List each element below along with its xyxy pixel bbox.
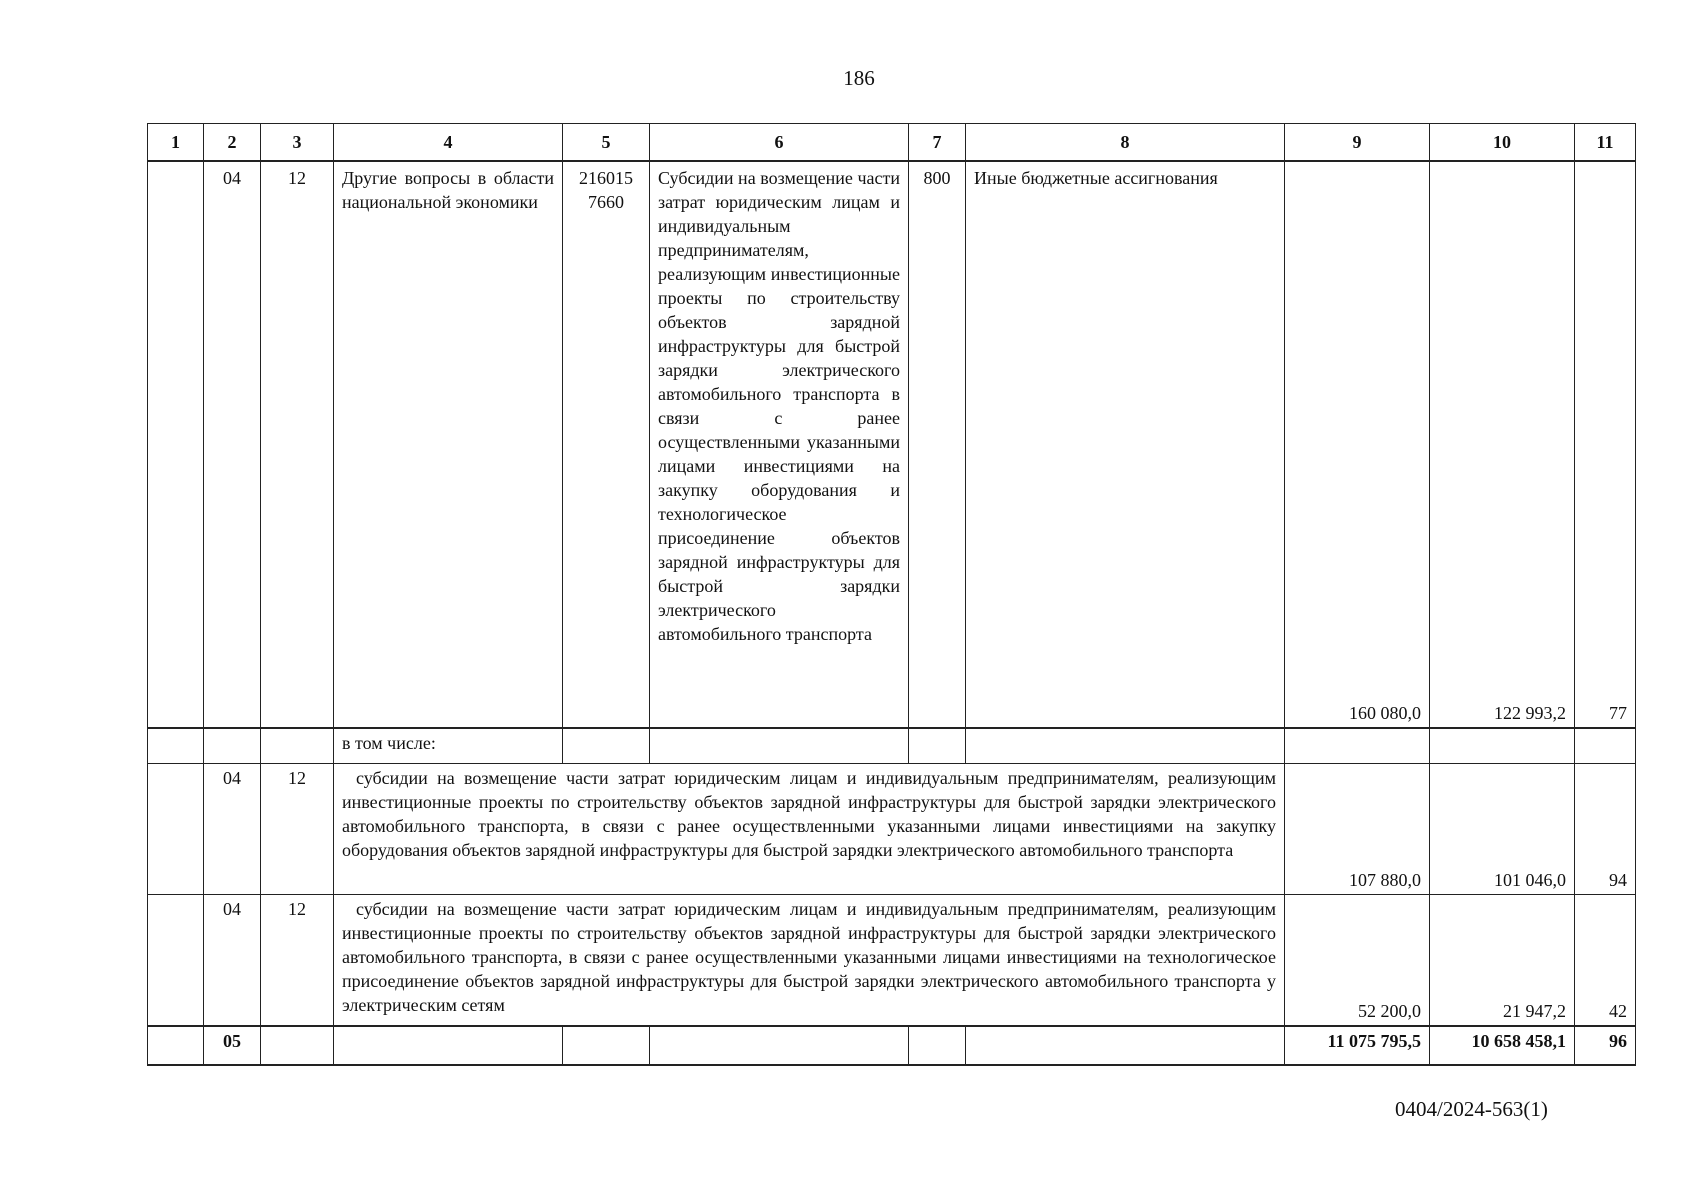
subsidy-description-cell: субсидии на возмещение части затрат юридическим лицам и индивидуальным предпринимателям, реализующим инвестиционные проекты по строительству объектов зарядной инфраструктуры для быстрой зарядки электрического автомобильного транспорта, в связи с ранее осуществленными указанными лицами инвестициями на технологическое присоединение объектов зарядной инфраструктуры для быстрой зарядки электрического автомобильного транспорта у электрическим сетям (334, 895, 1285, 1027)
empty-cell (1430, 728, 1575, 764)
empty-cell (650, 1026, 909, 1065)
table-row (148, 161, 1636, 728)
expense-type-cell: 800 (909, 161, 966, 728)
percent-cell: 94 (1575, 764, 1636, 895)
table-row (148, 728, 1636, 764)
name-cell: Другие вопросы в области национальной экономики (334, 161, 563, 728)
subsection-cell: 12 (261, 764, 334, 895)
expense-name-cell: Иные бюджетные ассигнования (966, 161, 1285, 728)
section-cell: 04 (204, 895, 261, 1027)
column-header: 2 (204, 124, 261, 162)
column-header: 8 (966, 124, 1285, 162)
empty-cell (334, 1026, 563, 1065)
empty-cell (1575, 728, 1636, 764)
empty-cell (148, 895, 204, 1027)
percent-cell: 96 (1575, 1026, 1636, 1065)
table-row (148, 895, 1636, 1027)
subsidy-description-cell: субсидии на возмещение части затрат юридическим лицам и индивидуальным предпринимателям, реализующим инвестиционные проекты по строительству объектов зарядной инфраструктуры для быстрой зарядки электрического автомобильного транспорта, в связи с ранее осуществленными указанными лицами инвестициями на закупку оборудования объектов зарядной инфраструктуры для быстрой зарядки электрического автомобильного транспорта (334, 764, 1285, 895)
planned-cell: 160 080,0 (1285, 161, 1430, 728)
page-number: 186 (843, 66, 875, 90)
empty-cell (966, 1026, 1285, 1065)
budget-table (147, 123, 1636, 1066)
planned-cell: 107 880,0 (1285, 764, 1430, 895)
planned-cell: 52 200,0 (1285, 895, 1430, 1027)
percent-cell: 42 (1575, 895, 1636, 1027)
actual-cell: 122 993,2 (1430, 161, 1575, 728)
column-header: 9 (1285, 124, 1430, 162)
column-header: 3 (261, 124, 334, 162)
target-code-cell: 216015 7660 (563, 161, 650, 728)
section-cell: 04 (204, 764, 261, 895)
column-header: 11 (1575, 124, 1636, 162)
actual-cell: 21 947,2 (1430, 895, 1575, 1027)
empty-cell (148, 728, 204, 764)
empty-cell (966, 728, 1285, 764)
subsection-cell: 12 (261, 895, 334, 1027)
column-header: 6 (650, 124, 909, 162)
empty-cell (148, 764, 204, 895)
description-cell: Субсидии на возмещение части затрат юридическим лицам и индивидуальным предпринимателям, реализующим инвестиционные проекты по строительству объектов зарядной инфраструктуры для быстрой зарядки электрического автомобильного транспорта в связи с ранее осуществленными указанными лицами инвестициями на закупку оборудования и технологическое присоединение объектов зарядной инфраструктуры для быстрой зарядки электрического автомобильного транспорта (650, 161, 909, 728)
empty-cell (204, 728, 261, 764)
empty-cell (909, 1026, 966, 1065)
percent-cell: 77 (1575, 161, 1636, 728)
section-cell: 05 (204, 1026, 261, 1065)
column-header: 7 (909, 124, 966, 162)
column-header: 1 (148, 124, 204, 162)
empty-cell (261, 1026, 334, 1065)
subsection-cell: 12 (261, 161, 334, 728)
empty-cell (148, 161, 204, 728)
table-row (148, 764, 1636, 895)
empty-cell (650, 728, 909, 764)
column-header: 10 (1430, 124, 1575, 162)
actual-cell: 10 658 458,1 (1430, 1026, 1575, 1065)
empty-cell (261, 728, 334, 764)
table-header-row (148, 124, 1636, 162)
empty-cell (1285, 728, 1430, 764)
column-header: 5 (563, 124, 650, 162)
document-code: 0404/2024-563(1) (1395, 1097, 1548, 1121)
planned-cell: 11 075 795,5 (1285, 1026, 1430, 1065)
total-row (148, 1026, 1636, 1065)
including-label: в том числе: (334, 728, 563, 764)
section-cell: 04 (204, 161, 261, 728)
empty-cell (563, 1026, 650, 1065)
empty-cell (148, 1026, 204, 1065)
actual-cell: 101 046,0 (1430, 764, 1575, 895)
column-header: 4 (334, 124, 563, 162)
empty-cell (909, 728, 966, 764)
empty-cell (563, 728, 650, 764)
